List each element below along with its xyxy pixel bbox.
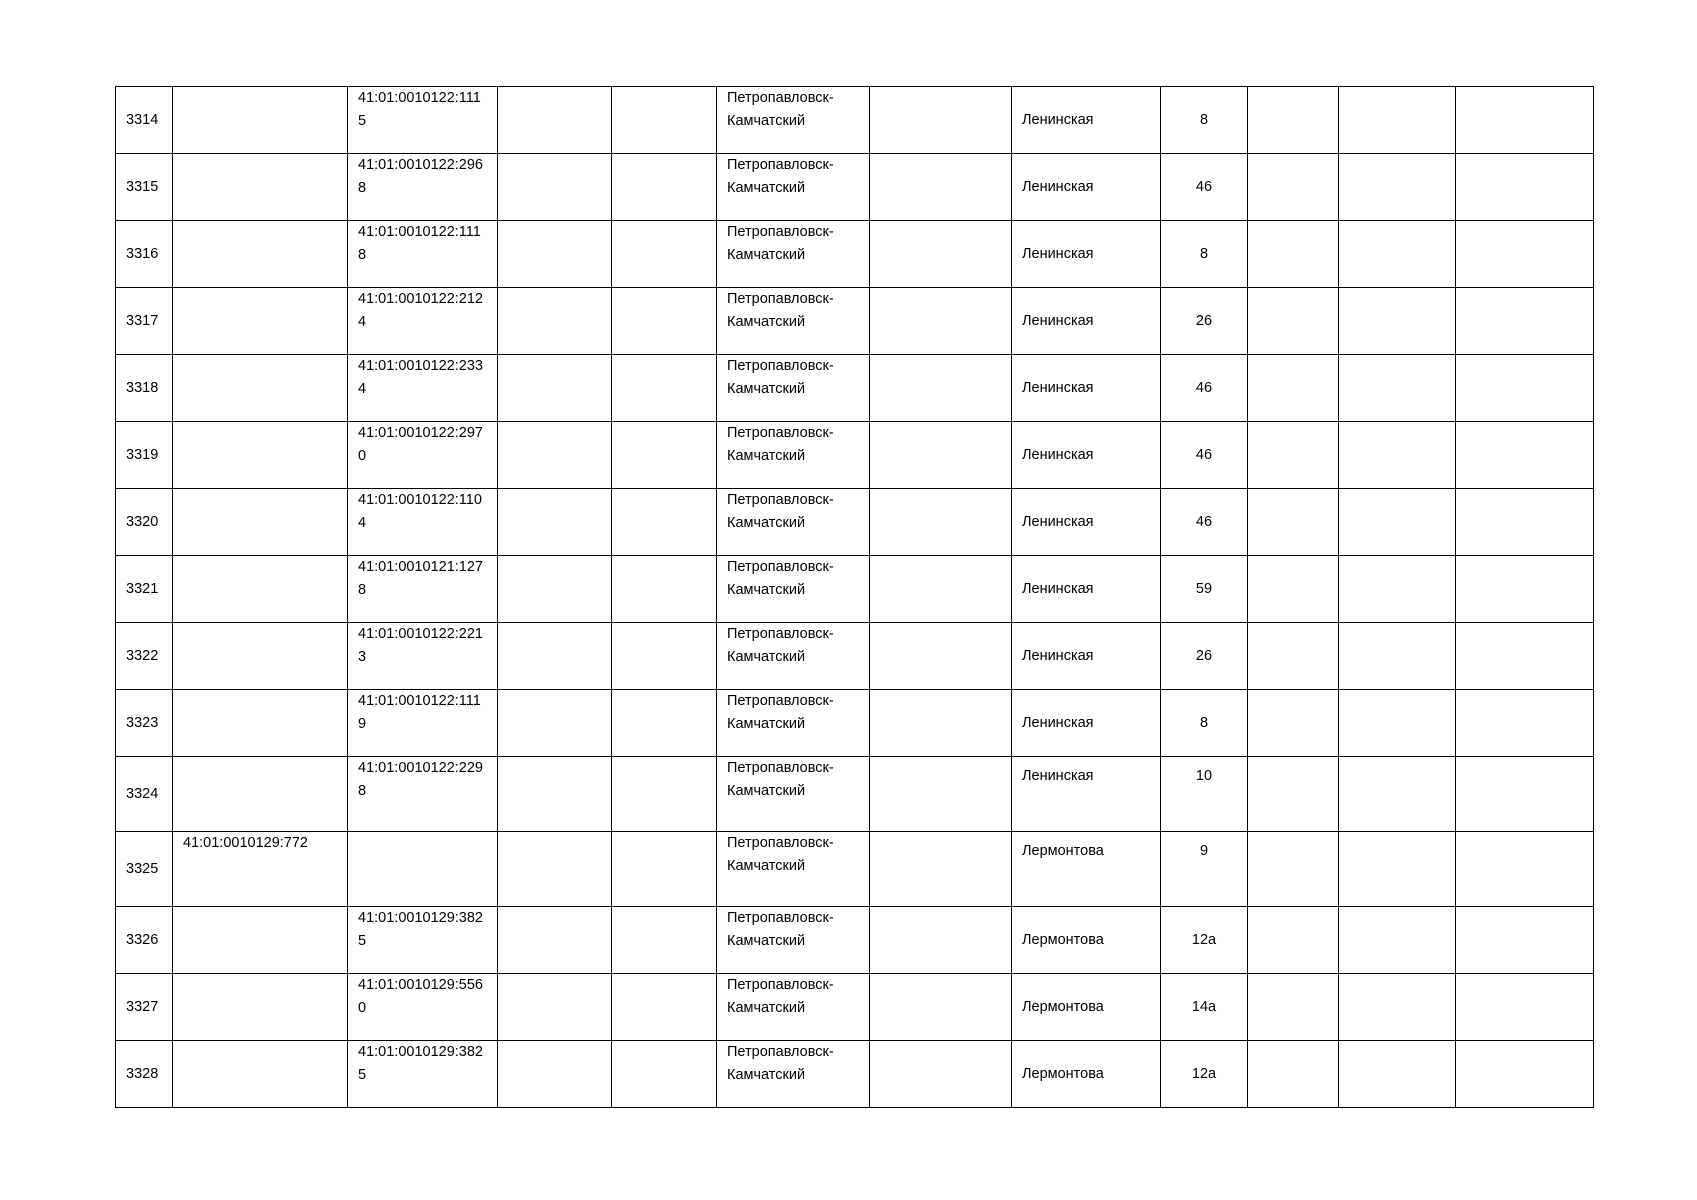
building-cadastral-number-cell: 41:01:0010121:1278 — [348, 556, 498, 623]
empty-cell — [1248, 907, 1339, 974]
cadastral-number-cell — [173, 907, 348, 974]
cadastral-number-cell — [173, 556, 348, 623]
building-cadastral-number-cell: 41:01:0010129:3825 — [348, 1041, 498, 1108]
empty-cell — [498, 221, 612, 288]
empty-cell — [1248, 288, 1339, 355]
building-cadastral-number-cell: 41:01:0010122:2124 — [348, 288, 498, 355]
empty-cell — [498, 154, 612, 221]
empty-cell — [870, 355, 1012, 422]
empty-cell — [870, 623, 1012, 690]
empty-cell — [612, 221, 717, 288]
empty-cell — [1456, 221, 1594, 288]
empty-cell — [1339, 422, 1456, 489]
empty-cell — [498, 288, 612, 355]
cadastral-number-cell — [173, 422, 348, 489]
record-number-cell: 3321 — [116, 556, 173, 623]
empty-cell — [612, 690, 717, 757]
empty-cell — [1248, 221, 1339, 288]
cadastral-number-cell — [173, 87, 348, 154]
address-registry-table — [115, 86, 1594, 1108]
street-cell: Лермонтова — [1012, 907, 1161, 974]
empty-cell — [1339, 87, 1456, 154]
record-number-cell: 3317 — [116, 288, 173, 355]
empty-cell — [498, 623, 612, 690]
empty-cell — [870, 690, 1012, 757]
city-cell: Петропавловск-Камчатский — [717, 154, 870, 221]
empty-cell — [870, 489, 1012, 556]
empty-cell — [612, 1041, 717, 1108]
building-cadastral-number-cell: 41:01:0010122:1119 — [348, 690, 498, 757]
empty-cell — [498, 907, 612, 974]
record-number-cell: 3325 — [116, 832, 173, 907]
empty-cell — [612, 757, 717, 832]
table-row — [116, 690, 1594, 757]
city-cell: Петропавловск-Камчатский — [717, 1041, 870, 1108]
building-cadastral-number-cell — [348, 832, 498, 907]
table-row — [116, 154, 1594, 221]
empty-cell — [1456, 556, 1594, 623]
city-cell: Петропавловск-Камчатский — [717, 690, 870, 757]
city-cell: Петропавловск-Камчатский — [717, 623, 870, 690]
empty-cell — [1339, 757, 1456, 832]
city-cell: Петропавловск-Камчатский — [717, 87, 870, 154]
empty-cell — [612, 154, 717, 221]
record-number-cell: 3318 — [116, 355, 173, 422]
empty-cell — [1339, 1041, 1456, 1108]
building-cadastral-number-cell: 41:01:0010122:2213 — [348, 623, 498, 690]
cadastral-number-cell — [173, 154, 348, 221]
empty-cell — [870, 832, 1012, 907]
empty-cell — [498, 1041, 612, 1108]
empty-cell — [1339, 556, 1456, 623]
house-number-cell: 26 — [1161, 623, 1248, 690]
record-number-cell: 3326 — [116, 907, 173, 974]
street-cell: Лермонтова — [1012, 832, 1161, 907]
empty-cell — [870, 974, 1012, 1041]
empty-cell — [1456, 489, 1594, 556]
house-number-cell: 9 — [1161, 832, 1248, 907]
building-cadastral-number-cell: 41:01:0010122:1115 — [348, 87, 498, 154]
house-number-cell: 12а — [1161, 907, 1248, 974]
empty-cell — [612, 556, 717, 623]
building-cadastral-number-cell: 41:01:0010129:3825 — [348, 907, 498, 974]
table-row — [116, 87, 1594, 154]
house-number-cell: 8 — [1161, 87, 1248, 154]
empty-cell — [1456, 288, 1594, 355]
empty-cell — [612, 907, 717, 974]
cadastral-number-cell — [173, 1041, 348, 1108]
building-cadastral-number-cell: 41:01:0010122:1118 — [348, 221, 498, 288]
empty-cell — [612, 288, 717, 355]
city-cell: Петропавловск-Камчатский — [717, 288, 870, 355]
empty-cell — [1456, 154, 1594, 221]
empty-cell — [1248, 87, 1339, 154]
house-number-cell: 46 — [1161, 355, 1248, 422]
street-cell: Ленинская — [1012, 422, 1161, 489]
cadastral-number-cell — [173, 355, 348, 422]
empty-cell — [1456, 907, 1594, 974]
house-number-cell: 46 — [1161, 422, 1248, 489]
street-cell: Ленинская — [1012, 221, 1161, 288]
city-cell: Петропавловск-Камчатский — [717, 221, 870, 288]
empty-cell — [1339, 489, 1456, 556]
city-cell: Петропавловск-Камчатский — [717, 422, 870, 489]
empty-cell — [1248, 757, 1339, 832]
street-cell: Ленинская — [1012, 556, 1161, 623]
empty-cell — [870, 1041, 1012, 1108]
empty-cell — [1248, 556, 1339, 623]
building-cadastral-number-cell: 41:01:0010122:2968 — [348, 154, 498, 221]
empty-cell — [1248, 422, 1339, 489]
empty-cell — [870, 87, 1012, 154]
empty-cell — [1456, 87, 1594, 154]
record-number-cell: 3328 — [116, 1041, 173, 1108]
cadastral-number-cell — [173, 489, 348, 556]
street-cell: Ленинская — [1012, 623, 1161, 690]
table-row — [116, 832, 1594, 907]
street-cell: Ленинская — [1012, 489, 1161, 556]
house-number-cell: 14а — [1161, 974, 1248, 1041]
cadastral-number-cell — [173, 757, 348, 832]
building-cadastral-number-cell: 41:01:0010129:5560 — [348, 974, 498, 1041]
cadastral-number-cell — [173, 221, 348, 288]
empty-cell — [1339, 690, 1456, 757]
building-cadastral-number-cell: 41:01:0010122:2334 — [348, 355, 498, 422]
house-number-cell: 46 — [1161, 154, 1248, 221]
empty-cell — [498, 489, 612, 556]
empty-cell — [498, 974, 612, 1041]
house-number-cell: 26 — [1161, 288, 1248, 355]
table-body — [116, 87, 1594, 1108]
empty-cell — [870, 556, 1012, 623]
empty-cell — [612, 623, 717, 690]
cadastral-number-cell — [173, 288, 348, 355]
empty-cell — [1339, 974, 1456, 1041]
record-number-cell: 3315 — [116, 154, 173, 221]
record-number-cell: 3322 — [116, 623, 173, 690]
building-cadastral-number-cell: 41:01:0010122:2298 — [348, 757, 498, 832]
house-number-cell: 10 — [1161, 757, 1248, 832]
table-row — [116, 355, 1594, 422]
empty-cell — [1339, 832, 1456, 907]
street-cell: Ленинская — [1012, 355, 1161, 422]
house-number-cell: 59 — [1161, 556, 1248, 623]
record-number-cell: 3319 — [116, 422, 173, 489]
empty-cell — [1456, 1041, 1594, 1108]
empty-cell — [1339, 221, 1456, 288]
record-number-cell: 3324 — [116, 757, 173, 832]
house-number-cell: 12а — [1161, 1041, 1248, 1108]
empty-cell — [1456, 422, 1594, 489]
city-cell: Петропавловск-Камчатский — [717, 832, 870, 907]
city-cell: Петропавловск-Камчатский — [717, 556, 870, 623]
street-cell: Ленинская — [1012, 288, 1161, 355]
record-number-cell: 3320 — [116, 489, 173, 556]
record-number-cell: 3323 — [116, 690, 173, 757]
street-cell: Ленинская — [1012, 154, 1161, 221]
empty-cell — [612, 355, 717, 422]
street-cell: Лермонтова — [1012, 1041, 1161, 1108]
record-number-cell: 3316 — [116, 221, 173, 288]
empty-cell — [870, 154, 1012, 221]
record-number-cell: 3327 — [116, 974, 173, 1041]
table-row — [116, 1041, 1594, 1108]
record-number-cell: 3314 — [116, 87, 173, 154]
cadastral-number-cell — [173, 623, 348, 690]
building-cadastral-number-cell: 41:01:0010122:1104 — [348, 489, 498, 556]
empty-cell — [498, 87, 612, 154]
empty-cell — [612, 489, 717, 556]
city-cell: Петропавловск-Камчатский — [717, 974, 870, 1041]
street-cell: Ленинская — [1012, 690, 1161, 757]
empty-cell — [870, 757, 1012, 832]
table-row — [116, 489, 1594, 556]
empty-cell — [870, 422, 1012, 489]
building-cadastral-number-cell: 41:01:0010122:2970 — [348, 422, 498, 489]
empty-cell — [1339, 355, 1456, 422]
empty-cell — [1339, 623, 1456, 690]
empty-cell — [612, 974, 717, 1041]
empty-cell — [1339, 288, 1456, 355]
house-number-cell: 46 — [1161, 489, 1248, 556]
street-cell: Ленинская — [1012, 757, 1161, 832]
table-row — [116, 288, 1594, 355]
street-cell: Ленинская — [1012, 87, 1161, 154]
empty-cell — [1248, 1041, 1339, 1108]
empty-cell — [612, 87, 717, 154]
empty-cell — [498, 355, 612, 422]
city-cell: Петропавловск-Камчатский — [717, 489, 870, 556]
empty-cell — [1456, 974, 1594, 1041]
empty-cell — [870, 221, 1012, 288]
table-row — [116, 422, 1594, 489]
cadastral-number-cell — [173, 690, 348, 757]
street-cell: Лермонтова — [1012, 974, 1161, 1041]
empty-cell — [1456, 757, 1594, 832]
empty-cell — [870, 288, 1012, 355]
empty-cell — [498, 556, 612, 623]
empty-cell — [1248, 489, 1339, 556]
empty-cell — [1456, 623, 1594, 690]
empty-cell — [1456, 355, 1594, 422]
house-number-cell: 8 — [1161, 690, 1248, 757]
empty-cell — [1248, 623, 1339, 690]
empty-cell — [1339, 154, 1456, 221]
cadastral-number-cell — [173, 974, 348, 1041]
city-cell: Петропавловск-Камчатский — [717, 355, 870, 422]
empty-cell — [498, 690, 612, 757]
empty-cell — [498, 832, 612, 907]
table-row — [116, 907, 1594, 974]
house-number-cell: 8 — [1161, 221, 1248, 288]
table-row — [116, 757, 1594, 832]
empty-cell — [1456, 832, 1594, 907]
table-row — [116, 974, 1594, 1041]
empty-cell — [498, 422, 612, 489]
empty-cell — [1248, 355, 1339, 422]
empty-cell — [498, 757, 612, 832]
city-cell: Петропавловск-Камчатский — [717, 907, 870, 974]
empty-cell — [1248, 832, 1339, 907]
empty-cell — [1248, 154, 1339, 221]
cadastral-number-cell: 41:01:0010129:772 — [173, 832, 348, 907]
table-row — [116, 221, 1594, 288]
empty-cell — [1248, 974, 1339, 1041]
empty-cell — [1248, 690, 1339, 757]
empty-cell — [1339, 907, 1456, 974]
empty-cell — [612, 832, 717, 907]
table-row — [116, 556, 1594, 623]
city-cell: Петропавловск-Камчатский — [717, 757, 870, 832]
empty-cell — [1456, 690, 1594, 757]
empty-cell — [870, 907, 1012, 974]
table-row — [116, 623, 1594, 690]
empty-cell — [612, 422, 717, 489]
